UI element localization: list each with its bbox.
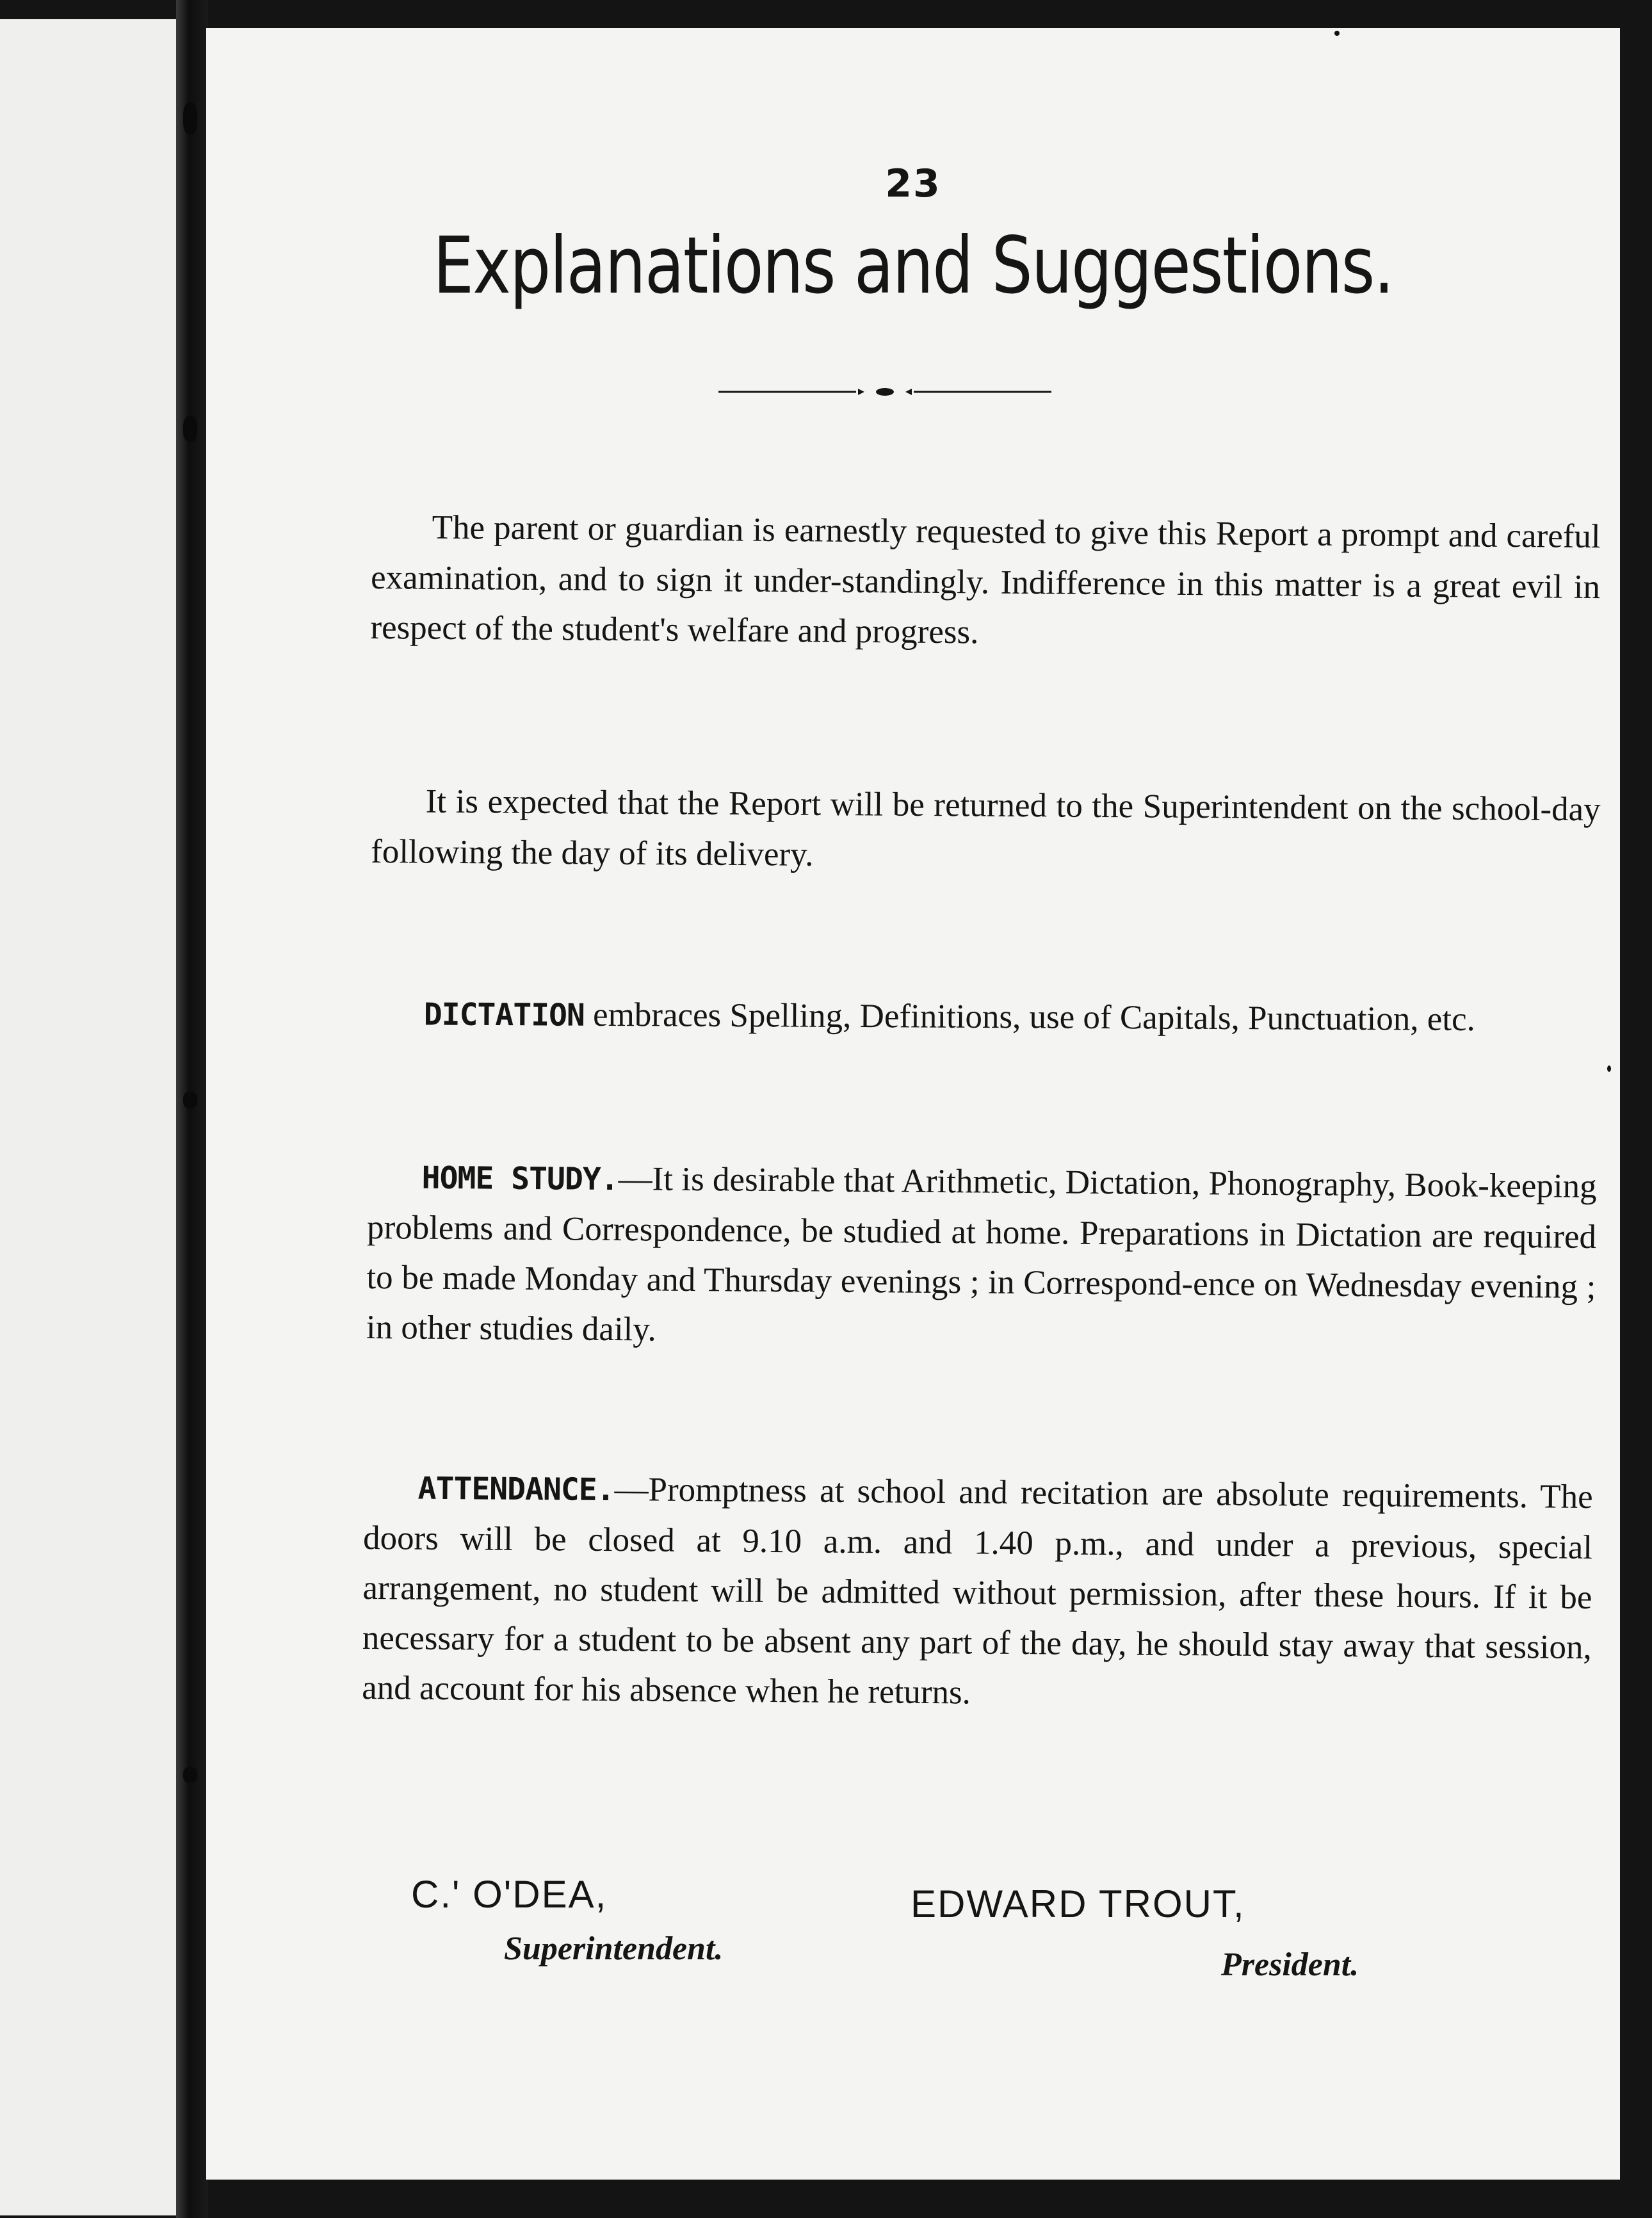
paragraph-report-request [370, 502, 1601, 662]
paragraph-text: —It is desirable that Arithmetic, Dictation, Phonography, Book-keeping problems and Correspondence, be studied at home. Preparations in Dictation are required to be made Monday and Thursday evenings ; in Correspond-ence on Wednesday evening ; in other studies daily. [366, 1160, 1597, 1348]
signature-name-superintendent: C.' O'DEA, [411, 1873, 608, 1916]
paragraph-text: —Promptness at school and recitation are absolute requirements. The doors will be closed at 9.10 a.m. and 1.40 p.m., and under a previous, special arrangement, no student will be admitted without permission, after these hours. If it be necessary for a student to be absent any part of the day, he should stay away that session, and account for his absence when he returns. [362, 1471, 1593, 1712]
signature-title-superintendent: Superintendent. [504, 1931, 724, 1967]
paragraph-lead: HOME STUDY. [421, 1160, 619, 1198]
paragraph-report-return [371, 776, 1601, 885]
paragraph-text: It is expected that the Report will be returned to the Superintendent on the school-day following the day of its delivery. [370, 782, 1601, 873]
binding-stitch-mark [183, 416, 197, 442]
binding-stitch-mark [183, 1092, 197, 1108]
binding-stitch-mark [183, 1767, 197, 1783]
paragraph-dictation [369, 989, 1599, 1046]
print-speck [1334, 31, 1340, 36]
paragraph-attendance [362, 1462, 1593, 1722]
print-speck [1607, 1065, 1611, 1072]
paragraph-text: The parent or guardian is earnestly requested to give this Report a prompt and careful examination, and to sign it under-standingly. Indifference in this matter is a great evil in respect of the student's welfare and progress. [370, 508, 1601, 651]
signature-name-president: EDWARD TROUT, [911, 1882, 1245, 1925]
page-title: Explanations and Suggestions. [433, 220, 1393, 311]
facing-page-edge [0, 19, 182, 2215]
document-page [206, 28, 1620, 2180]
paragraph-text: embraces Spelling, Definitions, use of Capitals, Punctuation, etc. [584, 996, 1475, 1039]
ornament-divider-icon [718, 387, 1051, 397]
paragraph-home-study [366, 1152, 1597, 1362]
page-number: 23 [885, 161, 941, 206]
paragraph-lead: DICTATION [423, 996, 585, 1033]
book-binding [176, 0, 208, 2218]
signature-title-president: President. [1221, 1947, 1359, 1983]
binding-stitch-mark [183, 102, 197, 134]
paragraph-lead: ATTENDANCE. [417, 1470, 615, 1509]
